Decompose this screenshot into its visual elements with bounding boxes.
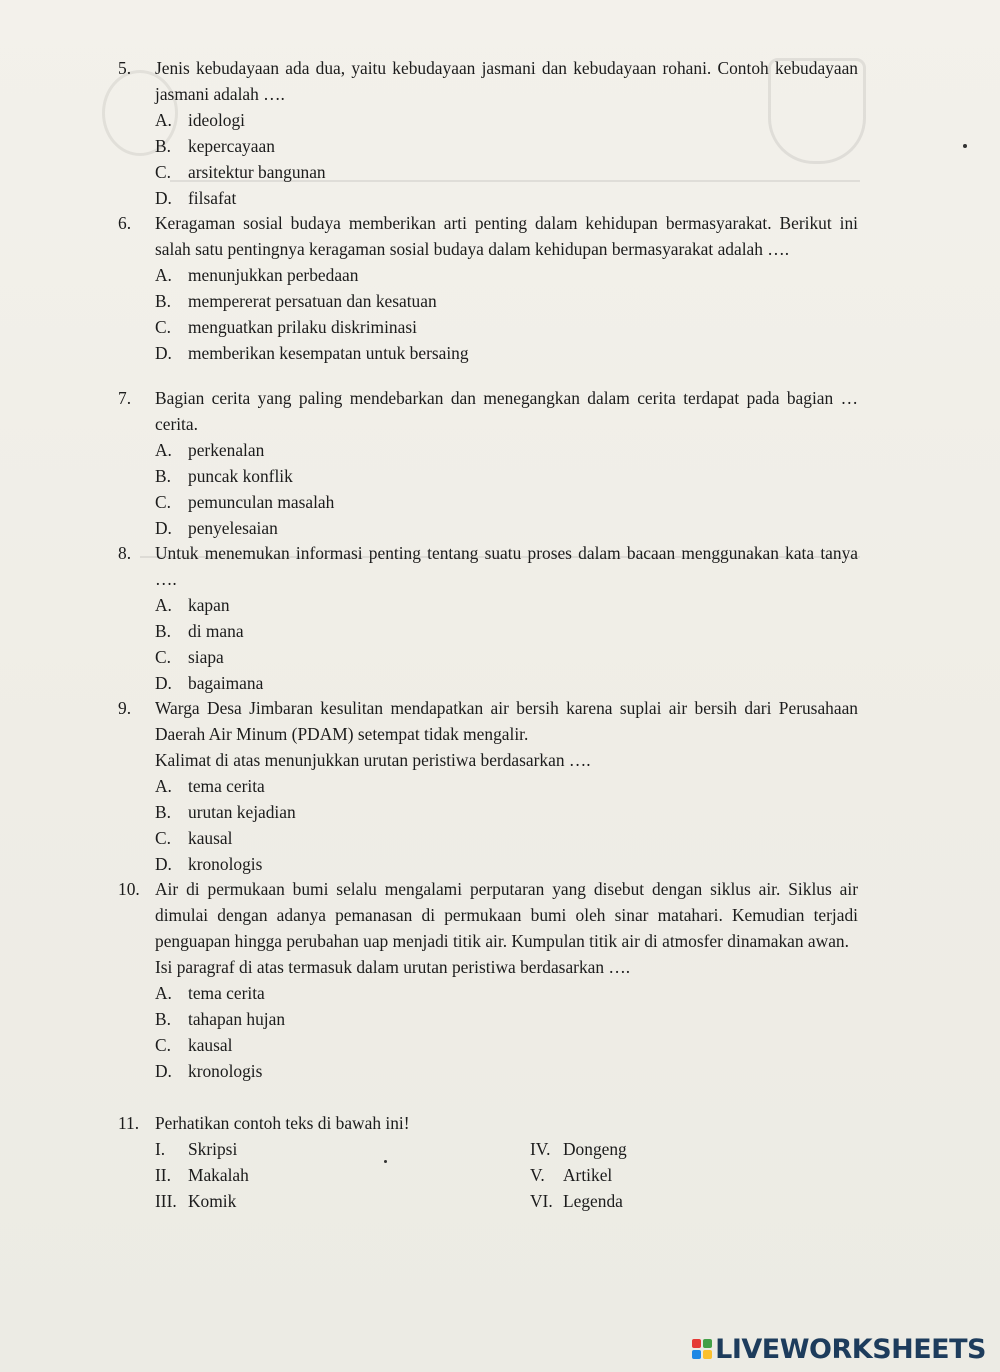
- brand-text: LIVEWORKSHEETS: [715, 1333, 986, 1365]
- roman-numeral: V.: [530, 1165, 545, 1185]
- answer-option[interactable]: [155, 489, 858, 515]
- answer-option[interactable]: [155, 340, 858, 366]
- text-type-label: Makalah: [188, 1165, 249, 1185]
- question-stem-paragraph: Keragaman sosial budaya memberikan arti penting dalam kehidupan bermasyarakat. Berikut ini salah satu pentingnya keragaman sosial budaya dalam kehidupan bermasyarakat adalah ….: [155, 213, 858, 259]
- question-stem: [155, 385, 858, 437]
- option-text: perkenalan: [188, 440, 265, 460]
- option-text: di mana: [188, 621, 244, 641]
- question-block: [118, 210, 858, 366]
- option-text: pemunculan masalah: [188, 492, 335, 512]
- text-type-label: Legenda: [563, 1191, 623, 1211]
- answer-options: [155, 437, 858, 541]
- roman-numeral: IV.: [530, 1139, 551, 1159]
- roman-numeral: I.: [155, 1139, 166, 1159]
- option-letter: C.: [155, 1035, 171, 1055]
- answer-option[interactable]: [155, 851, 858, 877]
- option-letter: B.: [155, 466, 171, 486]
- option-text: kausal: [188, 1035, 233, 1055]
- question-stem-paragraph: Warga Desa Jimbaran kesulitan mendapatkan air bersih karena suplai air bersih dari Perusahaan Daerah Air Minum (PDAM) setempat tidak mengalir.: [155, 698, 858, 744]
- answer-option[interactable]: [155, 262, 858, 288]
- roman-numeral: II.: [155, 1165, 171, 1185]
- speck: [963, 144, 967, 148]
- question-number: 9.: [118, 698, 132, 718]
- option-text: arsitektur bangunan: [188, 162, 326, 182]
- question-11: [118, 1110, 858, 1216]
- answer-option[interactable]: [155, 980, 858, 1006]
- answer-option[interactable]: [155, 1058, 858, 1084]
- option-text: siapa: [188, 647, 224, 667]
- answer-option[interactable]: [155, 107, 858, 133]
- answer-option[interactable]: [155, 437, 858, 463]
- option-text: menguatkan prilaku diskriminasi: [188, 317, 417, 337]
- option-text: mempererat persatuan dan kesatuan: [188, 291, 437, 311]
- answer-option[interactable]: [155, 825, 858, 851]
- speck: [384, 1160, 387, 1163]
- option-letter: D.: [155, 518, 172, 538]
- option-text: tema cerita: [188, 983, 265, 1003]
- answer-options: [155, 980, 858, 1084]
- option-text: kausal: [188, 828, 233, 848]
- question-stem: [155, 695, 858, 773]
- text-type-item: [155, 1136, 249, 1162]
- answer-options: [155, 107, 858, 211]
- option-letter: D.: [155, 188, 172, 208]
- question-stem-paragraph: Kalimat di atas menunjukkan urutan peristiwa berdasarkan ….: [155, 750, 591, 770]
- question-number: 7.: [118, 388, 132, 408]
- option-letter: B.: [155, 621, 171, 641]
- answer-options: [155, 592, 858, 696]
- question-block: [118, 385, 858, 541]
- question-block: [118, 876, 858, 1084]
- question-stem: [155, 55, 858, 107]
- question-stem: [155, 876, 858, 980]
- option-letter: C.: [155, 647, 171, 667]
- text-type-item: [155, 1188, 249, 1214]
- answer-option[interactable]: [155, 314, 858, 340]
- text-type-label: Artikel: [563, 1165, 613, 1185]
- answer-option[interactable]: [155, 159, 858, 185]
- answer-option[interactable]: [155, 644, 858, 670]
- option-text: urutan kejadian: [188, 802, 296, 822]
- option-text: ideologi: [188, 110, 245, 130]
- roman-numeral: VI.: [530, 1191, 553, 1211]
- option-letter: D.: [155, 854, 172, 874]
- question-stem-paragraph: Jenis kebudayaan ada dua, yaitu kebudayaan jasmani dan kebudayaan rohani. Contoh kebudayaan jasmani adalah ….: [155, 58, 858, 104]
- question-number: 5.: [118, 58, 132, 78]
- text-type-label: Komik: [188, 1191, 237, 1211]
- question-number: 10.: [118, 879, 140, 899]
- liveworksheets-brand[interactable]: [692, 1334, 986, 1364]
- text-type-item: [155, 1162, 249, 1188]
- text-type-column-left: [155, 1136, 249, 1214]
- question-stem-paragraph: Isi paragraf di atas termasuk dalam urutan peristiwa berdasarkan ….: [155, 957, 631, 977]
- option-letter: B.: [155, 802, 171, 822]
- question-number: 8.: [118, 543, 132, 563]
- question-stem-paragraph: Untuk menemukan informasi penting tentang suatu proses dalam bacaan menggunakan kata tanya ….: [155, 543, 858, 589]
- answer-option[interactable]: [155, 773, 858, 799]
- question-stem: [155, 210, 858, 262]
- answer-option[interactable]: [155, 670, 858, 696]
- answer-option[interactable]: [155, 592, 858, 618]
- question-stem: Perhatikan contoh teks di bawah ini!: [155, 1113, 410, 1133]
- answer-option[interactable]: [155, 185, 858, 211]
- option-text: kepercayaan: [188, 136, 275, 156]
- option-text: kronologis: [188, 854, 263, 874]
- option-text: puncak konflik: [188, 466, 293, 486]
- option-letter: B.: [155, 136, 171, 156]
- option-text: bagaimana: [188, 673, 264, 693]
- text-type-label: Skripsi: [188, 1139, 238, 1159]
- question-stem: [155, 540, 858, 592]
- option-letter: D.: [155, 1061, 172, 1081]
- text-type-list: [155, 1136, 858, 1216]
- option-text: penyelesaian: [188, 518, 278, 538]
- option-letter: D.: [155, 673, 172, 693]
- question-block: [118, 55, 858, 211]
- option-text: kapan: [188, 595, 230, 615]
- question-stem-paragraph: Bagian cerita yang paling mendebarkan dan menegangkan dalam cerita terdapat pada bagian … cerita.: [155, 388, 858, 434]
- answer-option[interactable]: [155, 618, 858, 644]
- option-letter: A.: [155, 983, 172, 1003]
- text-type-column-right: [530, 1136, 627, 1214]
- option-letter: C.: [155, 828, 171, 848]
- option-text: filsafat: [188, 188, 237, 208]
- roman-numeral: III.: [155, 1191, 177, 1211]
- answer-options: [155, 773, 858, 877]
- option-text: menunjukkan perbedaan: [188, 265, 359, 285]
- option-letter: B.: [155, 291, 171, 311]
- question-stem-paragraph: Air di permukaan bumi selalu mengalami perputaran yang disebut dengan siklus air. Siklus air dimulai dengan adanya pemanasan di permukaan bumi oleh sinar matahari. Kemudian terjadi penguapan hingga perubahan uap menjadi titik air. Kumpulan titik air di atmosfer dinamakan awan.: [155, 879, 858, 951]
- option-letter: A.: [155, 265, 172, 285]
- question-number: 11.: [118, 1113, 140, 1133]
- answer-option[interactable]: [155, 463, 858, 489]
- question-block: [118, 695, 858, 877]
- text-type-item: [530, 1136, 627, 1162]
- option-letter: C.: [155, 492, 171, 512]
- text-type-item: [530, 1188, 627, 1214]
- answer-option[interactable]: [155, 799, 858, 825]
- question-number: 6.: [118, 213, 132, 233]
- text-type-label: Dongeng: [563, 1139, 627, 1159]
- option-letter: B.: [155, 1009, 171, 1029]
- question-block: [118, 540, 858, 696]
- liveworksheets-logo-icon: [692, 1339, 712, 1359]
- answer-option[interactable]: [155, 288, 858, 314]
- option-letter: A.: [155, 440, 172, 460]
- option-letter: C.: [155, 317, 171, 337]
- option-letter: C.: [155, 162, 171, 182]
- option-text: tahapan hujan: [188, 1009, 286, 1029]
- option-text: memberikan kesempatan untuk bersaing: [188, 343, 469, 363]
- answer-option[interactable]: [155, 1006, 858, 1032]
- option-letter: D.: [155, 343, 172, 363]
- answer-option[interactable]: [155, 515, 858, 541]
- answer-option[interactable]: [155, 133, 858, 159]
- option-text: tema cerita: [188, 776, 265, 796]
- answer-option[interactable]: [155, 1032, 858, 1058]
- option-letter: A.: [155, 776, 172, 796]
- text-type-item: [530, 1162, 627, 1188]
- answer-options: [155, 262, 858, 366]
- option-letter: A.: [155, 110, 172, 130]
- option-text: kronologis: [188, 1061, 263, 1081]
- option-letter: A.: [155, 595, 172, 615]
